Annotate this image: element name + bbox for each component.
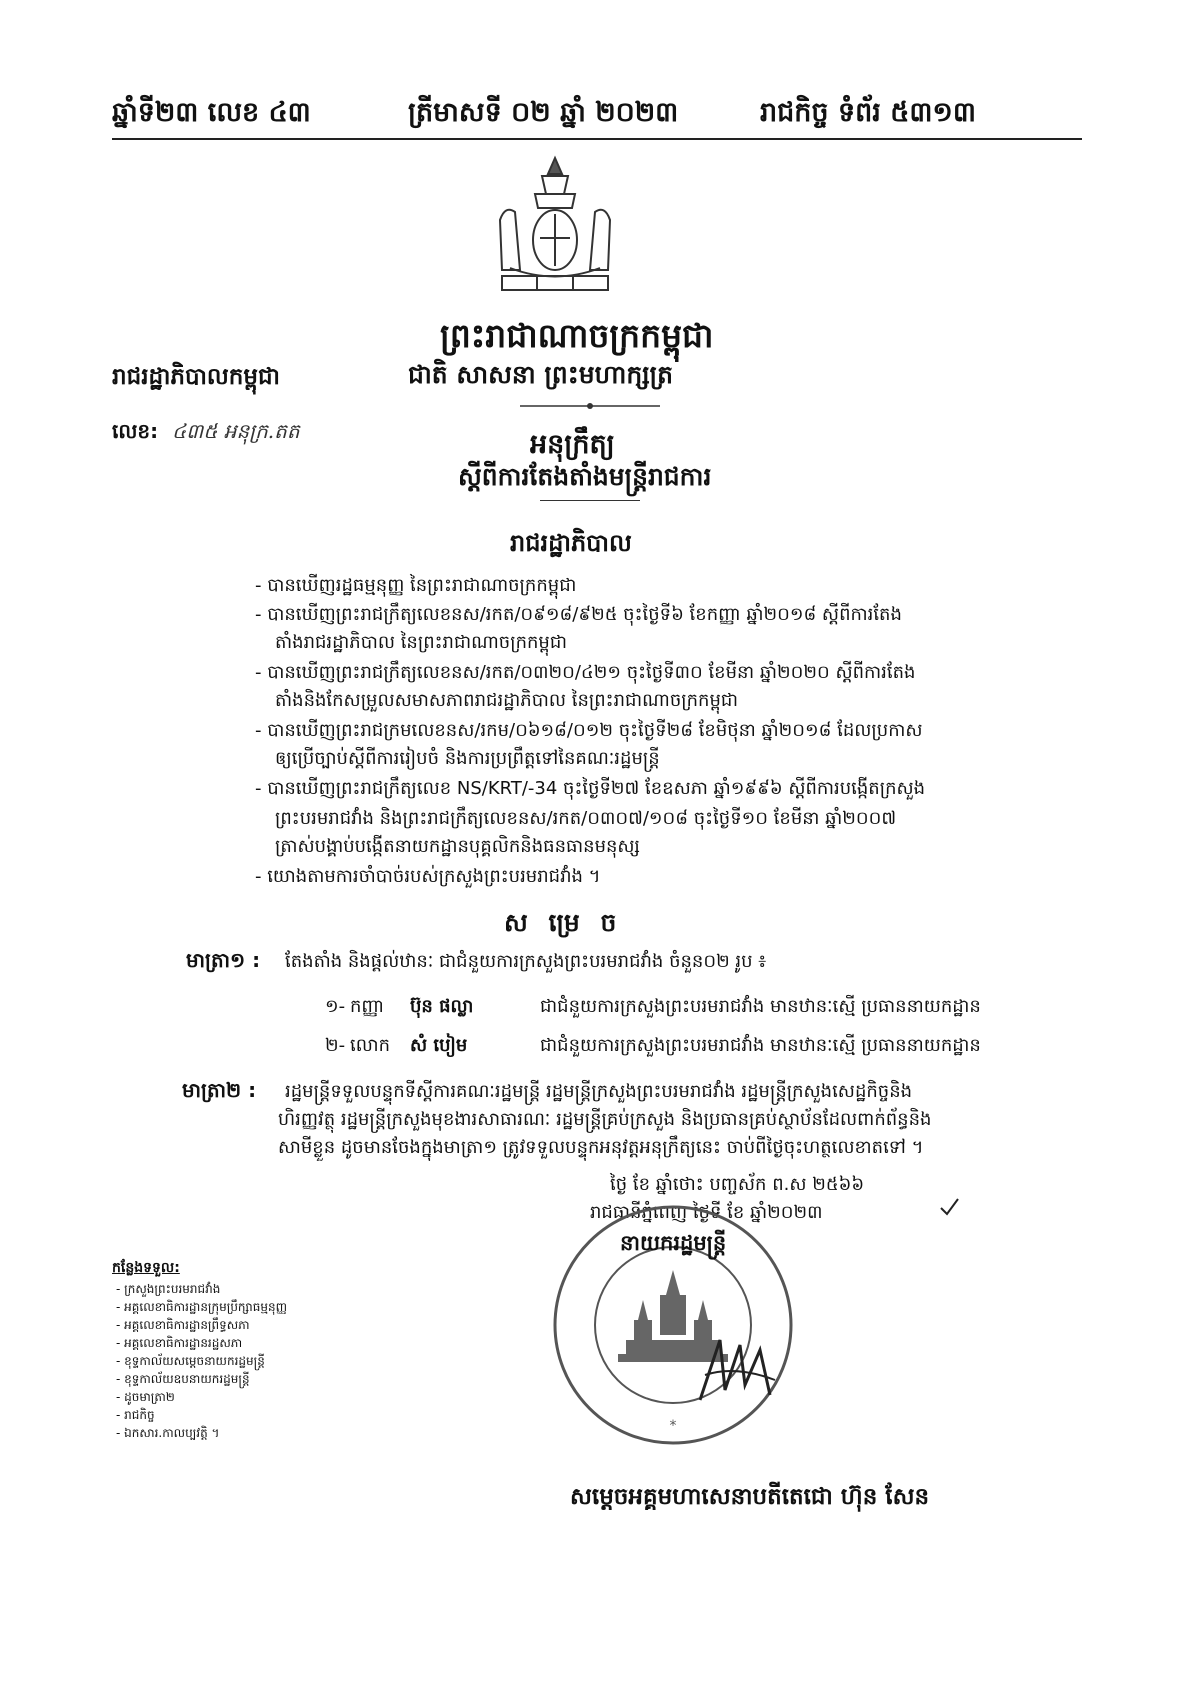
check-mark-icon (938, 1196, 960, 1218)
signatory-name: សម្តេចអគ្គមហាសេនាបតីតេជោ ហ៊ុន សែន (570, 1484, 930, 1510)
cc-item: - រាជកិច្ច (116, 1408, 155, 1422)
preamble-line: - បានឃើញព្រះរាជក្រឹត្យលេខនស/រកត/០៩១៨/៩២៥ ចុះថ្ងៃទី៦ ខែកញ្ញា ឆ្នាំ២០១៨ ស្តីពីការតែង (255, 604, 902, 625)
appointee-title: លោក (350, 1035, 390, 1056)
preamble-line: តាំងនិងកែសម្រួលសមាសភាពរាជរដ្ឋាភិបាល នៃព្រះរាជាណាចក្រកម្ពុជា (275, 690, 739, 711)
cc-item: - ខុទ្ទកាល័យឧបនាយករដ្ឋមន្ត្រី (116, 1372, 250, 1386)
preamble-line: ឲ្យប្រើច្បាប់ស្តីពីការរៀបចំ និងការប្រព្រឹត្តទៅនៃគណៈរដ្ឋមន្ត្រី (275, 748, 660, 769)
decision-heading: ស ម្រេ ច (504, 908, 623, 937)
preamble-line: - បានឃើញរដ្ឋធម្មនុញ្ញ នៃព្រះរាជាណាចក្រកម្ពុជា (255, 575, 577, 596)
appointee-number: ២- (325, 1035, 346, 1056)
gazette-page: រាជកិច្ច ទំព័រ ៥៣១៣ (760, 97, 976, 128)
header-rule (112, 138, 1082, 140)
article2-label: មាត្រា២ : (182, 1078, 257, 1102)
cc-item: - ឯកសារ.កាលប្បវត្តិ ។ (116, 1426, 220, 1440)
cc-item: - ខុទ្ទកាល័យសម្តេចនាយករដ្ឋមន្ត្រី (116, 1354, 265, 1368)
svg-text:*: * (669, 1418, 677, 1434)
preamble-line: - បានឃើញព្រះរាជក្រឹត្យលេខនស/រកត/០៣២០/៤២១ ចុះថ្ងៃទី៣០ ខែមីនា ឆ្នាំ២០២០ ស្តីពីការតែង (255, 662, 916, 683)
preamble-line: តាំងរាជរដ្ឋាភិបាល នៃព្រះរាជាណាចក្រកម្ពុជា (275, 632, 567, 653)
national-motto: ជាតិ សាសនា ព្រះមហាក្សត្រ (408, 360, 673, 389)
solar-date: រាជធានីភ្នំពេញ ថ្ងៃទី ខែ ឆ្នាំ២០២៣ (590, 1202, 823, 1223)
motto-ornament-divider (520, 396, 660, 406)
appointee-role: ជាជំនួយការក្រសួងព្រះបរមរាជវាំង មានឋានៈស្មើ ប្រធាននាយកដ្ឋាន (540, 996, 981, 1017)
kingdom-title: ព្រះរាជាណាចក្រកម្ពុជា (440, 316, 714, 355)
appointee-title: កញ្ញា (350, 996, 384, 1017)
preamble-line: - បានឃើញព្រះរាជក្រឹត្យលេខ NS/KRT/-34 ចុះថ្ងៃទី២៧ ខែឧសភា ឆ្នាំ១៩៩៦ ស្តីពីការបង្កើតក្រសួង (255, 778, 926, 799)
cc-item: - ក្រសួងព្រះបរមរាជវាំង (116, 1282, 221, 1296)
preamble-line: ត្រាស់បង្គាប់បង្កើតនាយកដ្ឋានបុគ្គលិកនិងធនធានមនុស្ស (275, 836, 640, 857)
cc-item: - ដូចមាត្រា២ (116, 1390, 175, 1404)
appointee-name: ប៊ុន ផល្លា (410, 996, 474, 1017)
article2-line: សាមីខ្លួន ដូចមានចែងក្នុងមាត្រា១ ត្រូវទទួលបន្ទុកអនុវត្តអនុក្រឹត្យនេះ ចាប់ពីថ្ងៃចុះហត្ថលេខាតទៅ ។ (278, 1137, 924, 1158)
issuing-government: រាជរដ្ឋាភិបាលកម្ពុជា (112, 364, 280, 390)
cc-heading: កន្លែងទទួល: (112, 1260, 180, 1276)
preamble-line: - យោងតាមការចាំបាច់របស់ក្រសួងព្រះបរមរាជវាំង ។ (255, 866, 601, 887)
lunar-date: ថ្ងៃ ខែ ឆ្នាំថោះ បញ្ចស័ក ព.ស ២៥៦៦ (610, 1174, 865, 1195)
article1-label: មាត្រា១ : (186, 948, 261, 972)
royal-coat-of-arms-icon (480, 150, 630, 300)
appointee-role: ជាជំនួយការក្រសួងព្រះបរមរាជវាំង មានឋានៈស្មើ ប្រធាននាយកដ្ឋាន (540, 1035, 981, 1056)
article1-text: តែងតាំង និងផ្តល់ឋានៈ ជាជំនួយការក្រសួងព្រះបរមរាជវាំង ចំនួន០២ រូប ៖ (285, 951, 767, 972)
article2-line: រដ្ឋមន្ត្រីទទួលបន្ទុកទីស្តីការគណៈរដ្ឋមន្ត្រី រដ្ឋមន្ត្រីក្រសួងព្រះបរមរាជវាំង រដ្ឋមន្ត្រីក្រសួងសេដ្ឋកិច្ចនិង (285, 1081, 913, 1102)
cc-item: - អគ្គលេខាធិការដ្ឋានក្រុមប្រឹក្សាធម្មនុញ្ញ (116, 1300, 288, 1314)
document-type: អនុក្រឹត្យ (530, 429, 615, 460)
document-number-value: ៤៣៥ អនុក្រ.តត (172, 419, 300, 443)
document-subject: ស្តីពីការតែងតាំងមន្ត្រីរាជការ (458, 462, 712, 491)
document-number-label: លេខ: (112, 419, 159, 443)
cc-item: - អគ្គលេខាធិការដ្ឋានព្រឹទ្ធសភា (116, 1318, 250, 1332)
signatory-role: នាយករដ្ឋមន្ត្រី (620, 1231, 727, 1255)
preamble-line: ព្រះបរមរាជវាំង និងព្រះរាជក្រឹត្យលេខនស/រកត/០៣០៧/១០៨ ចុះថ្ងៃទី១០ ខែមីនា ឆ្នាំ២០០៧ (275, 808, 897, 829)
appointee-number: ១- (325, 996, 346, 1017)
handwritten-signature-icon (690, 1330, 780, 1410)
gazette-date: ត្រីមាសទី ០២ ឆ្នាំ ២០២៣ (408, 97, 679, 128)
cc-item: - អគ្គលេខាធិការដ្ឋានរដ្ឋសភា (116, 1336, 243, 1350)
preamble-line: - បានឃើញព្រះរាជក្រមលេខនស/រកម/០៦១៨/០១២ ចុះថ្ងៃទី២៨ ខែមិថុនា ឆ្នាំ២០១៨ ដែលប្រកាស (255, 720, 923, 741)
subject-divider (540, 500, 640, 501)
appointee-name: សំ បៀម (410, 1035, 468, 1056)
issuing-authority: រាជរដ្ឋាភិបាល (510, 529, 632, 557)
article2-line: ហិរញ្ញវត្ថុ រដ្ឋមន្ត្រីក្រសួងមុខងារសាធារណៈ រដ្ឋមន្ត្រីគ្រប់ក្រសួង និងប្រធានគ្រប់ស្ថាប័នដែលពាក់ព័ន្ធនិង (278, 1109, 932, 1130)
gazette-year-issue: ឆ្នាំទី២៣ លេខ ៤៣ (112, 97, 311, 128)
